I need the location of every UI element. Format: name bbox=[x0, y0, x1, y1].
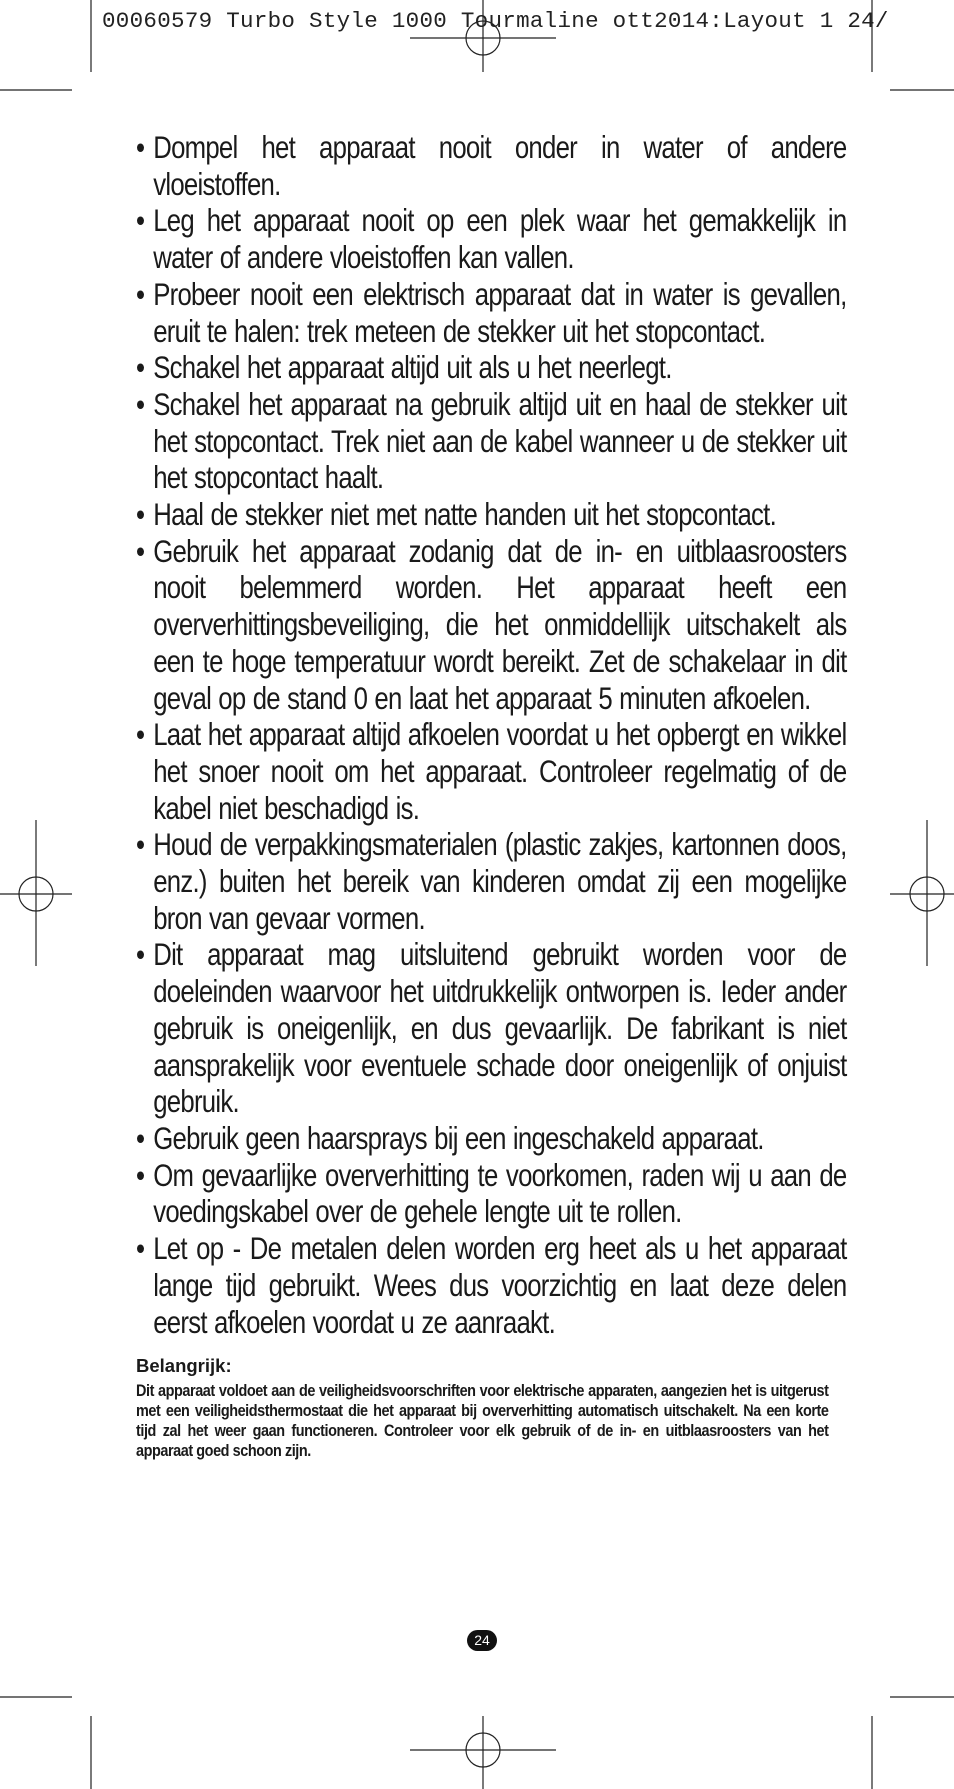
page-number-badge: 24 bbox=[467, 1630, 497, 1651]
bullet-icon: • bbox=[136, 1231, 145, 1267]
list-item: • Haal de stekker niet met natte handen uit het stopcontact. bbox=[136, 497, 777, 533]
bullet-icon: • bbox=[136, 350, 145, 386]
bullet-icon: • bbox=[136, 1120, 145, 1156]
list-item: • Om gevaarlijke oververhitting te voorkomen, raden wij u aan de voedingskabel over de gehele lengte uit te rollen. bbox=[136, 1157, 847, 1230]
bullet-icon: • bbox=[136, 533, 145, 569]
list-item: • Probeer nooit een elektrisch apparaat dat in water is gevallen, eruit te halen: trek meteen de stekker uit het stopcontact. bbox=[136, 276, 847, 349]
bullet-icon: • bbox=[136, 130, 145, 165]
bullet-icon: • bbox=[136, 827, 145, 863]
bullet-icon: • bbox=[136, 203, 145, 239]
registration-mark-bottom bbox=[410, 1716, 556, 1789]
list-item: • Houd de verpakkingsmaterialen (plastic zakjes, kartonnen doos, enz.) buiten het bereik van kinderen omdat zij een mogelijke bron van gevaar vormen. bbox=[136, 827, 847, 936]
registration-mark-left bbox=[0, 820, 72, 966]
bullet-icon: • bbox=[136, 937, 145, 973]
list-item: • Gebruik het apparaat zodanig dat de in- en uitblaasroosters nooit belemmerd worden. Het apparaat heeft een oververhittingsbeveiliging, die het onmiddellijk uitschakelt als een te hoge temperatuur wordt bereikt. Zet de schakelaar in dit geval op de stand 0 en laat het apparaat 5 minuten afkoelen. bbox=[136, 533, 847, 716]
list-item: • Laat het apparaat altijd afkoelen voordat u het opbergt en wikkel het snoer nooit om het apparaat. Controleer regelmatig of de kabel niet beschadigd is. bbox=[136, 717, 847, 826]
bullet-icon: • bbox=[136, 717, 145, 753]
list-item: • Schakel het apparaat altijd uit als u het neerlegt. bbox=[136, 350, 672, 386]
bullet-icon: • bbox=[136, 1157, 145, 1193]
print-slug-line: 00060579 Turbo Style 1000 Tourmaline ott2014:Layout 1 24/ bbox=[102, 8, 889, 34]
important-note-title: Belangrijk: bbox=[136, 1355, 232, 1377]
list-item: • Leg het apparaat nooit op een plek waar het gemakkelijk in water of andere vloeistoffen kan vallen. bbox=[136, 203, 847, 276]
page-content bbox=[136, 130, 847, 1461]
bullet-icon: • bbox=[136, 386, 145, 422]
list-item: • Gebruik geen haarsprays bij een ingeschakeld apparaat. bbox=[136, 1120, 764, 1156]
bullet-icon: • bbox=[136, 276, 145, 312]
important-note-text: Dit apparaat voldoet aan de veiligheidsvoorschriften voor elektrische apparaten, aangezien het is uitgerust met een veiligheidsthermostaat die het apparaat bij oververhitting automatisch uitschakelt. Na een korte tijd zal het weer gaan functioneren. Controleer voor elk gebruik of de in- en uitblaasroosters van het apparaat goed schoon zijn. bbox=[136, 1381, 829, 1461]
list-item: • Dompel het apparaat nooit onder in water of andere vloeistoffen. bbox=[136, 130, 847, 202]
registration-mark-right bbox=[890, 820, 954, 966]
list-item: • Schakel het apparaat na gebruik altijd uit en haal de stekker uit het stopcontact. Trek niet aan de kabel wanneer u de stekker uit het stopcontact haalt. bbox=[136, 386, 847, 496]
safety-instructions-list bbox=[136, 130, 847, 1341]
bullet-icon: • bbox=[136, 497, 145, 533]
list-item: • Dit apparaat mag uitsluitend gebruikt worden voor de doeleinden waarvoor het uitdrukkelijk ontworpen is. Ieder ander gebruik is oneigenlijk, en dus gevaarlijk. De fabrikant is niet aansprakelijk voor eventuele schade door oneigenlijk of onjuist gebruik. bbox=[136, 937, 847, 1120]
list-item: • Let op - De metalen delen worden erg heet als u het apparaat lange tijd gebruikt. Wees dus voorzichtig en laat deze delen eerst afkoelen voordat u ze aanraakt. bbox=[136, 1231, 847, 1340]
